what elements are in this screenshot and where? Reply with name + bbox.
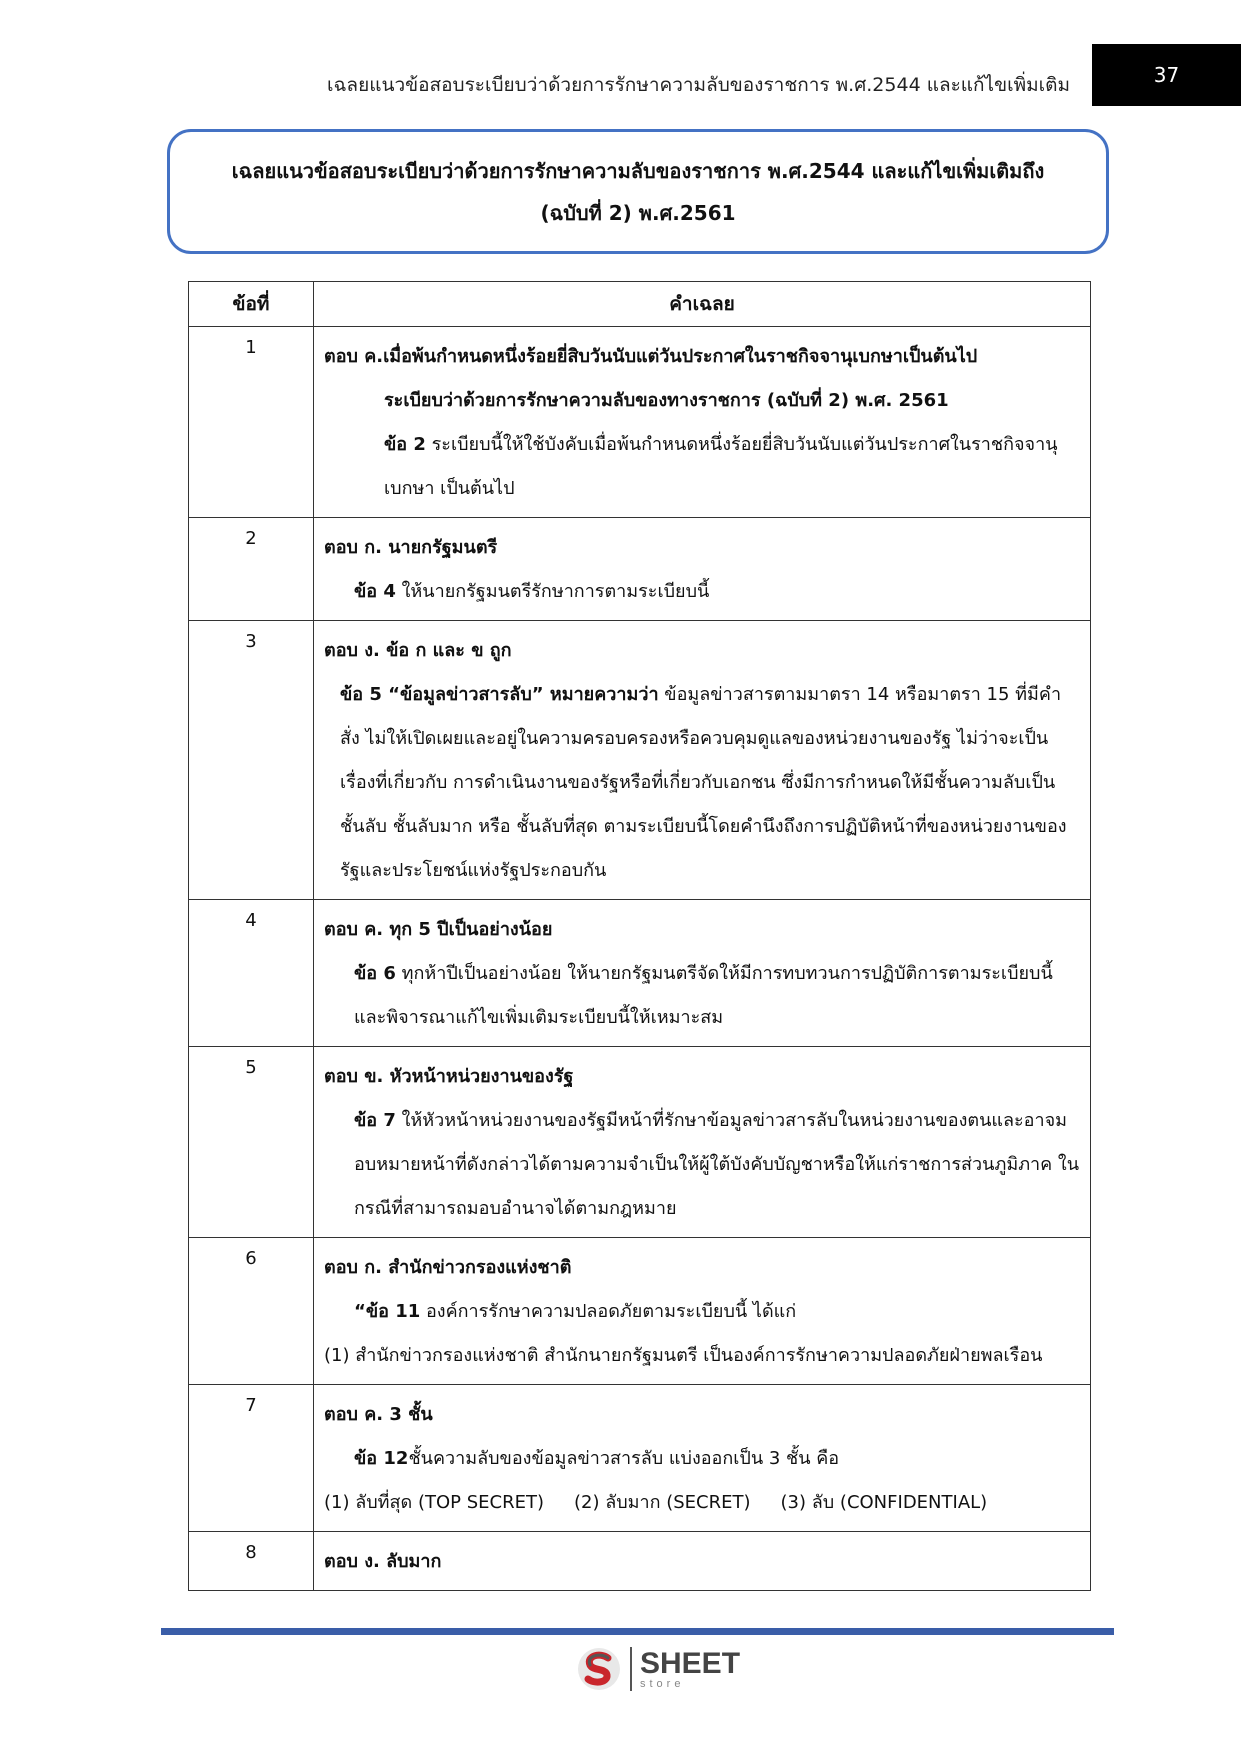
answer-text: ตอบ ก. สำนักข่าวกรองแห่งชาติ (324, 1257, 572, 1278)
explanation (324, 570, 1080, 614)
clause-text: ระเบียบนี้ให้ใช้บังคับเมื่อพ้นกำหนดหนึ่งร้อยยี่สิบวันนับแต่วันประกาศในราชกิจจานุเบกษา เป็นต้นไป (384, 434, 1058, 499)
clause-label: ข้อ 6 (354, 963, 396, 984)
header-title: เฉลยแนวข้อสอบระเบียบว่าด้วยการรักษาความลับของราชการ พ.ศ.2544 และแก้ไขเพิ่มเติม (327, 74, 1070, 96)
table-row (189, 1532, 1091, 1591)
row-number: 8 (189, 1532, 314, 1591)
table-row (189, 1047, 1091, 1238)
table-row (189, 900, 1091, 1047)
sheet-store-logo-icon (576, 1646, 622, 1692)
logo-separator (630, 1647, 632, 1691)
answer-text: ตอบ ง. ลับมาก (324, 1551, 442, 1572)
clause-label: “ข้อ 11 (354, 1301, 421, 1322)
answer-text: ตอบ ค. ทุก 5 ปีเป็นอย่างน้อย (324, 919, 553, 940)
row-answer-cell (314, 1385, 1091, 1532)
row-answer-cell (314, 1532, 1091, 1591)
explanation (324, 1099, 1080, 1231)
clause-label: ข้อ 7 (354, 1110, 396, 1131)
law-title: ระเบียบว่าด้วยการรักษาความลับของทางราชการ (ฉบับที่ 2) พ.ศ. 2561 (384, 390, 949, 411)
clause-label: ข้อ 12 (354, 1448, 409, 1469)
clause-label: ข้อ 2 (384, 434, 426, 455)
col-header-no: ข้อที่ (189, 282, 314, 327)
secrecy-levels (324, 1481, 1080, 1525)
explanation (324, 673, 1080, 893)
sheet-store-logo (576, 1646, 740, 1692)
row-number: 4 (189, 900, 314, 1047)
logo-sub-text: store (640, 1677, 685, 1690)
row-answer-cell (314, 327, 1091, 518)
table-row (189, 327, 1091, 518)
clause-text: ชั้นความลับของข้อมูลข่าวสารลับ แบ่งออกเป็น 3 ชั้น คือ (408, 1448, 840, 1469)
clause-text: ข้อมูลข่าวสารตามมาตรา 14 หรือมาตรา 15 ที่มีคำสั่ง ไม่ให้เปิดเผยและอยู่ในความครอบครองหรือควบคุมดูแลของหน่วยงานของรัฐ ไม่ว่าจะเป็นเรื่องที่เกี่ยวกับ การดำเนินงานของรัฐหรือที่เกี่ยวกับเอกชน ซึ่งมีการกำหนดให้มีชั้นความลับเป็น ชั้นลับ ชั้นลับมาก หรือ ชั้นลับที่สุด ตามระเบียบนี้โดยคำนึงถึงการปฏิบัติหน้าที่ของหน่วยงานของรัฐและประโยชน์แห่งรัฐประกอบกัน (340, 684, 1067, 881)
table-row (189, 1238, 1091, 1385)
row-answer-cell (314, 900, 1091, 1047)
title-line-2: (ฉบับที่ 2) พ.ศ.2561 (540, 200, 736, 225)
title-line-1: เฉลยแนวข้อสอบระเบียบว่าด้วยการรักษาความลับของราชการ พ.ศ.2544 และแก้ไขเพิ่มเติมถึง (231, 158, 1045, 183)
explanation (324, 1290, 1080, 1334)
row-answer-cell (314, 1238, 1091, 1385)
page-number: 37 (1092, 44, 1241, 106)
explanation (324, 423, 1080, 511)
logo-main-text: SHEET (640, 1646, 741, 1680)
table-row (189, 621, 1091, 900)
explanation (324, 1437, 1080, 1481)
secrecy-level: (1) ลับที่สุด (TOP SECRET) (324, 1492, 544, 1513)
clause-label: ข้อ 5 “ข้อมูลข่าวสารลับ” หมายความว่า (340, 684, 659, 705)
title-box (167, 129, 1109, 254)
logo-text (640, 1646, 741, 1690)
answer-text: ตอบ ค.เมื่อพ้นกำหนดหนึ่งร้อยยี่สิบวันนับแต่วันประกาศในราชกิจจานุเบกษาเป็นต้นไป (324, 346, 978, 367)
row-answer-cell (314, 518, 1091, 621)
answer-table (188, 281, 1091, 1591)
table-row (189, 1385, 1091, 1532)
col-header-answer: คำเฉลย (314, 282, 1091, 327)
clause-text: ให้หัวหน้าหน่วยงานของรัฐมีหน้าที่รักษาข้อมูลข่าวสารลับในหน่วยงานของตนและอาจมอบหมายหน้าที่ดังกล่าวได้ตามความจำเป็นให้ผู้ใต้บังคับบัญชาหรือให้แก่ราชการส่วนภูมิภาค ในกรณีที่สามารถมอบอำนาจได้ตามกฎหมาย (354, 1110, 1080, 1219)
row-answer-cell (314, 621, 1091, 900)
clause-text: องค์การรักษาความปลอดภัยตามระเบียบนี้ ได้แก่ (420, 1301, 797, 1322)
row-number: 6 (189, 1238, 314, 1385)
row-number: 1 (189, 327, 314, 518)
row-number: 7 (189, 1385, 314, 1532)
clause-text: ให้นายกรัฐมนตรีรักษาการตามระเบียบนี้ (395, 581, 710, 602)
sub-clause: (1) สำนักข่าวกรองแห่งชาติ สำนักนายกรัฐมนตรี เป็นองค์การรักษาความปลอดภัยฝ่ายพลเรือน (324, 1345, 1043, 1366)
row-number: 2 (189, 518, 314, 621)
row-number: 5 (189, 1047, 314, 1238)
table-header-row (189, 282, 1091, 327)
answer-text: ตอบ ข. หัวหน้าหน่วยงานของรัฐ (324, 1066, 574, 1087)
row-answer-cell (314, 1047, 1091, 1238)
table-row (189, 518, 1091, 621)
explanation (324, 952, 1080, 1040)
secrecy-level: (2) ลับมาก (SECRET) (573, 1492, 751, 1513)
row-number: 3 (189, 621, 314, 900)
clause-label: ข้อ 4 (354, 581, 396, 602)
clause-text: ทุกห้าปีเป็นอย่างน้อย ให้นายกรัฐมนตรีจัดให้มีการทบทวนการปฏิบัติการตามระเบียบนี้และพิจารณาแก้ไขเพิ่มเติมระเบียบนี้ให้เหมาะสม (354, 963, 1053, 1028)
footer-rule (161, 1628, 1114, 1635)
answer-text: ตอบ ค. 3 ชั้น (324, 1404, 433, 1425)
answer-text: ตอบ ง. ข้อ ก และ ข ถูก (324, 640, 512, 661)
answer-text: ตอบ ก. นายกรัฐมนตรี (324, 537, 498, 558)
secrecy-level: (3) ลับ (CONFIDENTIAL) (780, 1492, 988, 1513)
